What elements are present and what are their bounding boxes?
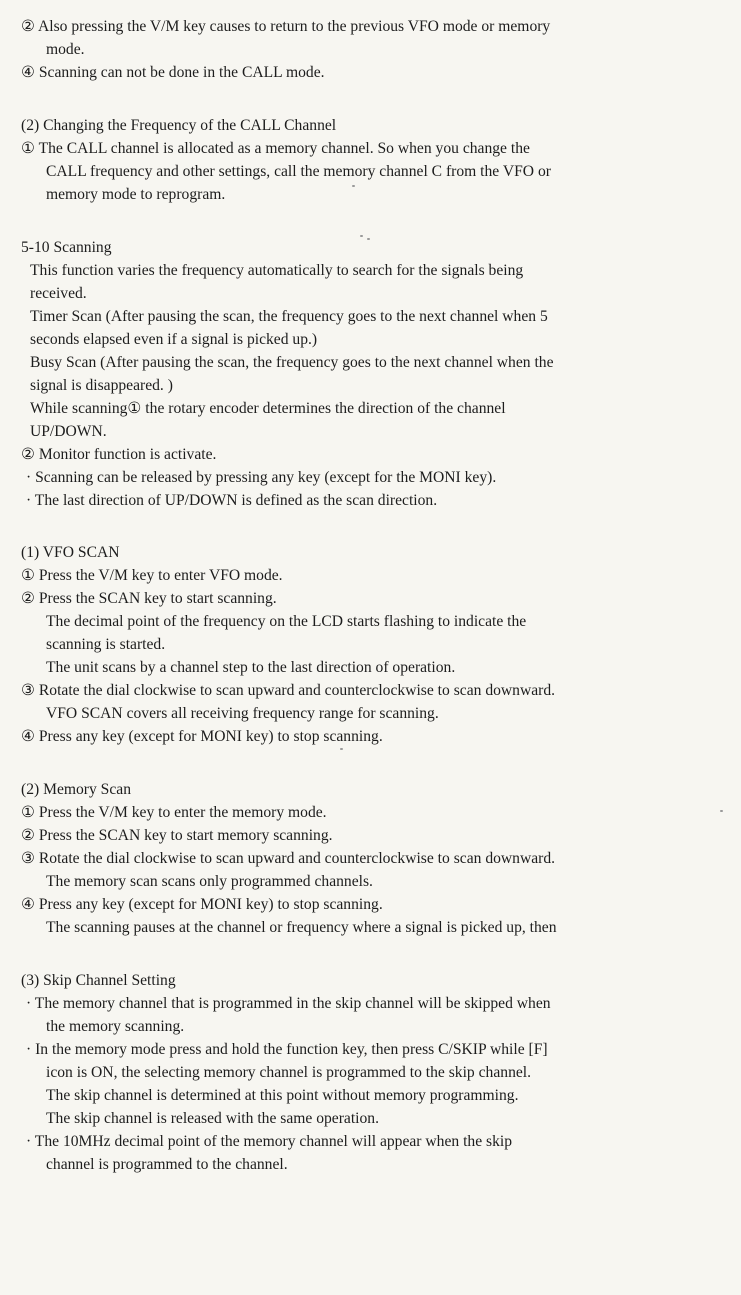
text-line: scanning is started. bbox=[46, 636, 166, 653]
text-line: · In the memory mode press and hold the function key, then press C/SKIP while [F] bbox=[26, 1041, 548, 1058]
section-heading: (1) VFO SCAN bbox=[21, 544, 120, 561]
text-line: ① Press the V/M key to enter the memory mode. bbox=[21, 804, 327, 821]
text-line: seconds elapsed even if a signal is picked up.) bbox=[30, 331, 318, 348]
text-line: ③ Rotate the dial clockwise to scan upward and counterclockwise to scan downward. bbox=[21, 850, 556, 867]
text-line: UP/DOWN. bbox=[30, 423, 107, 440]
text-line: ② Press the SCAN key to start memory scanning. bbox=[21, 827, 333, 844]
text-line: memory mode to reprogram. bbox=[46, 186, 226, 203]
text-line: · The memory channel that is programmed in the skip channel will be skipped when bbox=[26, 995, 551, 1012]
text-line: The skip channel is determined at this point without memory programming. bbox=[46, 1087, 519, 1104]
text-line: ② Also pressing the V/M key causes to return to the previous VFO mode or memory bbox=[21, 18, 551, 35]
section-heading: 5-10 Scanning bbox=[21, 239, 112, 256]
text-line: the memory scanning. bbox=[46, 1018, 185, 1035]
scan-speck bbox=[352, 185, 355, 187]
text-line: received. bbox=[30, 285, 87, 302]
text-line: icon is ON, the selecting memory channel is programmed to the skip channel. bbox=[46, 1064, 532, 1081]
text-line: ② Press the SCAN key to start scanning. bbox=[21, 590, 277, 607]
text-line: The skip channel is released with the same operation. bbox=[46, 1110, 379, 1127]
text-line: The unit scans by a channel step to the last direction of operation. bbox=[46, 659, 456, 676]
text-line: This function varies the frequency automatically to search for the signals being bbox=[30, 262, 524, 279]
text-line: ① The CALL channel is allocated as a memory channel. So when you change the bbox=[21, 140, 530, 157]
scan-speck bbox=[360, 235, 363, 237]
text-line: Timer Scan (After pausing the scan, the frequency goes to the next channel when 5 bbox=[30, 308, 548, 325]
text-line: ④ Press any key (except for MONI key) to stop scanning. bbox=[21, 728, 383, 745]
text-line: VFO SCAN covers all receiving frequency range for scanning. bbox=[46, 705, 439, 722]
text-line: ④ Press any key (except for MONI key) to stop scanning. bbox=[21, 896, 383, 913]
text-line: The decimal point of the frequency on the LCD starts flashing to indicate the bbox=[46, 613, 527, 630]
text-line: Busy Scan (After pausing the scan, the frequency goes to the next channel when the bbox=[30, 354, 554, 371]
scan-speck bbox=[340, 748, 343, 750]
text-line: CALL frequency and other settings, call the memory channel C from the VFO or bbox=[46, 163, 551, 180]
section-heading: (3) Skip Channel Setting bbox=[21, 972, 176, 989]
text-line: ① Press the V/M key to enter VFO mode. bbox=[21, 567, 283, 584]
text-line: ④ Scanning can not be done in the CALL mode. bbox=[21, 64, 325, 81]
text-line: · The last direction of UP/DOWN is defined as the scan direction. bbox=[26, 492, 438, 509]
text-line: The memory scan scans only programmed channels. bbox=[46, 873, 373, 890]
text-line: · Scanning can be released by pressing any key (except for the MONI key). bbox=[26, 469, 497, 486]
text-line: mode. bbox=[46, 41, 85, 58]
scan-speck bbox=[367, 238, 370, 240]
text-line: signal is disappeared. ) bbox=[30, 377, 173, 394]
text-line: ② Monitor function is activate. bbox=[21, 446, 217, 463]
text-line: channel is programmed to the channel. bbox=[46, 1156, 288, 1173]
text-line: The scanning pauses at the channel or frequency where a signal is picked up, then bbox=[46, 919, 557, 936]
scan-speck bbox=[720, 810, 723, 812]
section-heading: (2) Memory Scan bbox=[21, 781, 131, 798]
text-line: · The 10MHz decimal point of the memory channel will appear when the skip bbox=[26, 1133, 513, 1150]
text-line: While scanning① the rotary encoder determines the direction of the channel bbox=[30, 400, 506, 417]
section-heading: (2) Changing the Frequency of the CALL Channel bbox=[21, 117, 337, 134]
text-line: ③ Rotate the dial clockwise to scan upward and counterclockwise to scan downward. bbox=[21, 682, 556, 699]
